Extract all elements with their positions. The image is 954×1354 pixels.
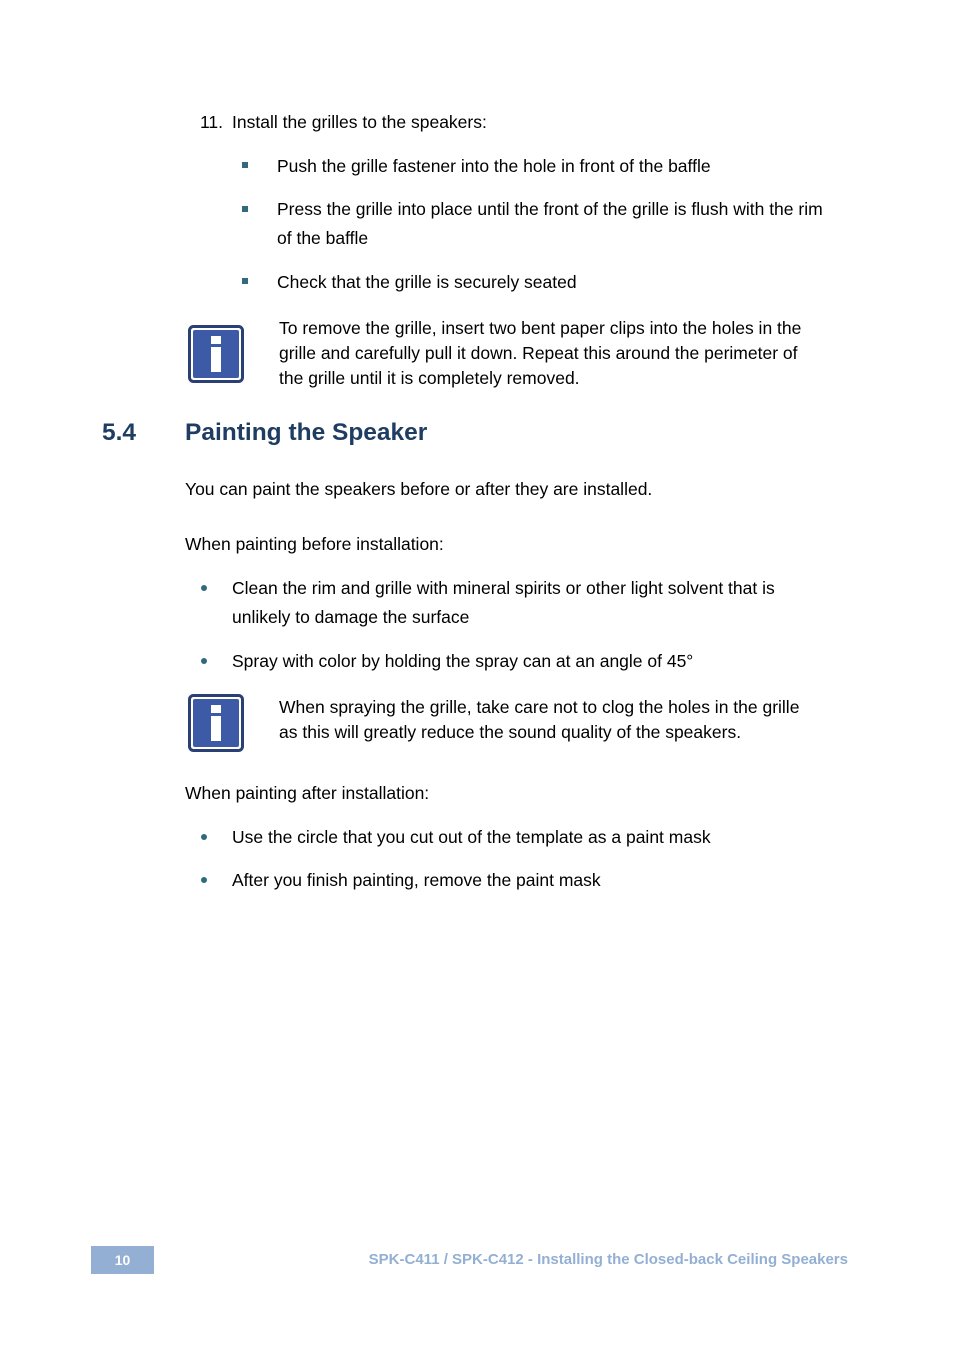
step-bullet-text: of the baffle xyxy=(277,228,369,248)
note-text: grille and carefully pull it down. Repeat this around the perimeter of xyxy=(279,343,798,363)
note-text: When spraying the grille, take care not to clog the holes in the grille xyxy=(279,697,800,717)
after-label: When painting after installation: xyxy=(185,783,430,803)
before-bullet-text: Spray with color by holding the spray can at an angle of 45° xyxy=(232,651,694,671)
square-bullet xyxy=(242,278,248,284)
note-text: the grille until it is completely removed. xyxy=(279,368,580,388)
step-bullet-text: Press the grille into place until the front of the grille is flush with the rim xyxy=(277,199,823,219)
section-title: Painting the Speaker xyxy=(185,419,428,446)
square-bullet xyxy=(242,162,248,168)
intro-text: You can paint the speakers before or after they are installed. xyxy=(185,479,653,499)
after-bullet-text: Use the circle that you cut out of the template as a paint mask xyxy=(232,827,711,847)
step-text: Install the grilles to the speakers: xyxy=(232,112,487,132)
page-number: 10 xyxy=(91,1246,154,1274)
info-icon xyxy=(188,325,244,383)
before-label: When painting before installation: xyxy=(185,534,444,554)
round-bullet xyxy=(201,834,207,840)
after-bullet-text: After you finish painting, remove the paint mask xyxy=(232,870,601,890)
square-bullet xyxy=(242,206,248,212)
step-bullet-text: Check that the grille is securely seated xyxy=(277,272,577,292)
info-icon xyxy=(188,694,244,752)
note-text: as this will greatly reduce the sound quality of the speakers. xyxy=(279,722,742,742)
round-bullet xyxy=(201,877,207,883)
footer-title: SPK-C411 / SPK-C412 - Installing the Closed-back Ceiling Speakers xyxy=(368,1251,848,1268)
note-text: To remove the grille, insert two bent paper clips into the holes in the xyxy=(279,318,802,338)
step-bullet-text: Push the grille fastener into the hole in front of the baffle xyxy=(277,156,711,176)
before-bullet-text: unlikely to damage the surface xyxy=(232,607,470,627)
round-bullet xyxy=(201,658,207,664)
section-number: 5.4 xyxy=(102,419,137,446)
round-bullet xyxy=(201,585,207,591)
before-bullet-text: Clean the rim and grille with mineral spirits or other light solvent that is xyxy=(232,578,775,598)
step-number: 11. xyxy=(200,112,224,132)
